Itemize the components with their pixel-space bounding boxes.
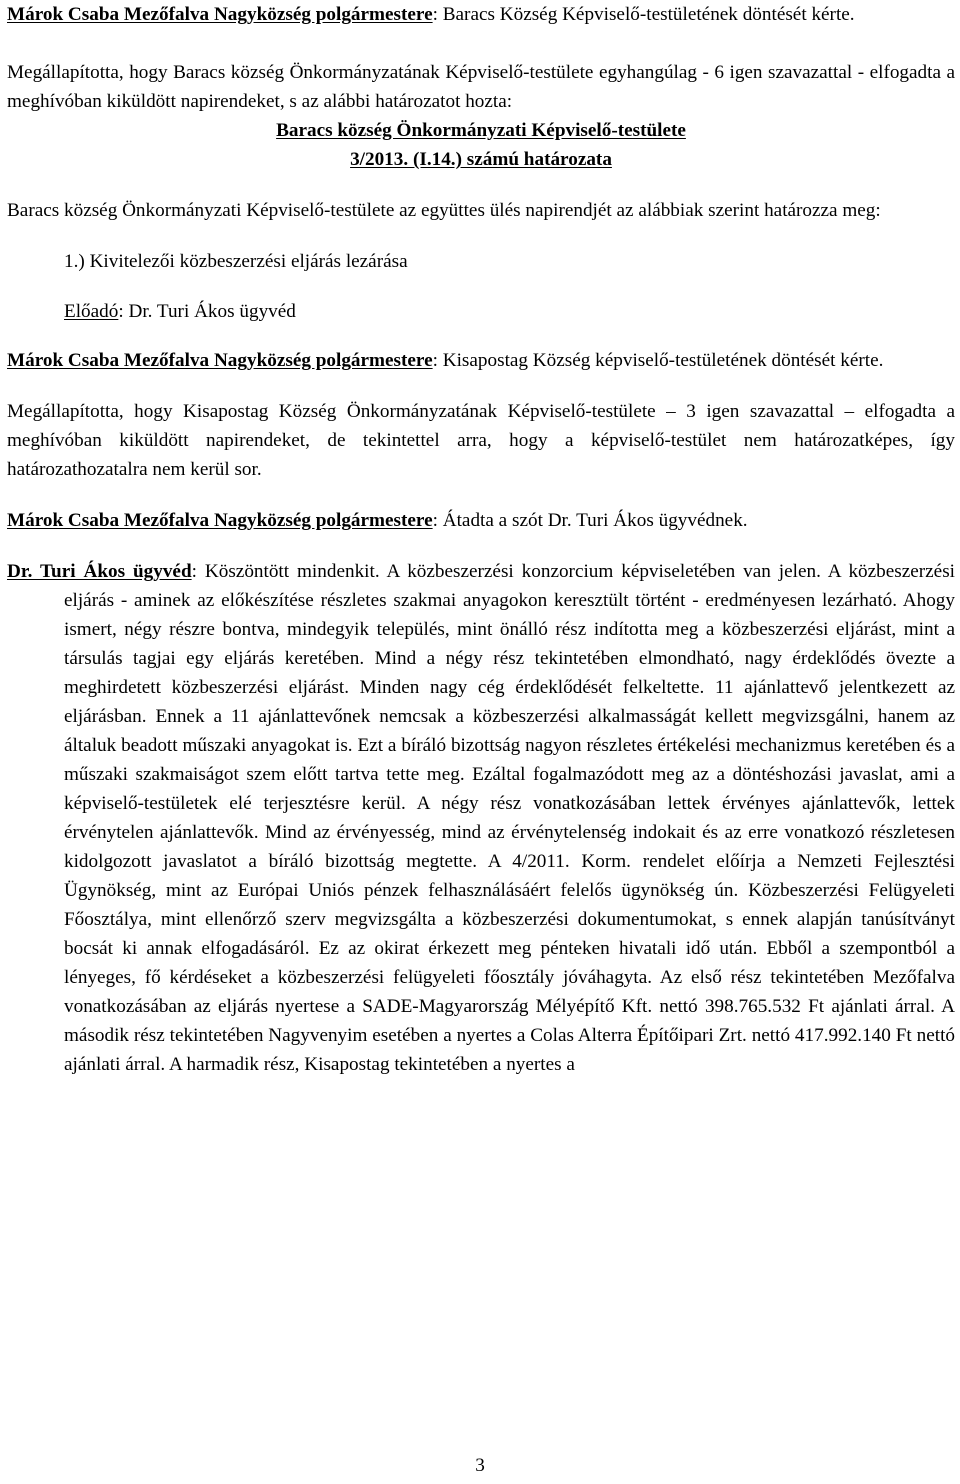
speaker-name: Márok Csaba Mezőfalva Nagyközség polgármestere [7,4,433,25]
presenter-label: Előadó [64,301,119,322]
page-number: 3 [475,1455,485,1476]
document-page [7,0,955,1079]
speaker-name: Dr. Turi Ákos ügyvéd [7,561,192,582]
paragraph-agenda-decision [7,196,955,225]
agenda-item: 1.) Kivitelezői közbeszerzési eljárás lezárása [64,251,408,272]
speaker-name: Márok Csaba Mezőfalva Nagyközség polgármestere [7,350,433,371]
presenter-name: : Dr. Turi Ákos ügyvéd [118,301,296,322]
paragraph-text: Megállapította, hogy Kisapostag Község Önkormányzatának Képviselő-testülete – 3 igen szavazattal – elfogadta a meghívóban kiküldött napirendeket, de tekintettel arra, hogy a képviselő-testület nem határozatképes, így határozathozatalra nem kerül sor. [7,401,955,480]
paragraph-text: : Kisapostag Község képviselő-testületének döntését kérte. [432,350,884,371]
paragraph-text: Megállapította, hogy Baracs község Önkormányzatának Képviselő-testülete egyhangúlag - 6 igen szavazattal - elfogadta a meghívóban kiküldött napirendeket, s az alábbi határozatot hozta: [7,62,955,112]
resolution-heading-line2: 3/2013. (I.14.) számú határozata [350,149,612,170]
paragraph-speaker-baracs [7,0,955,29]
speaker-name: Márok Csaba Mezőfalva Nagyközség polgármestere [7,510,433,531]
paragraph-lawyer-report [7,557,955,1079]
paragraph-text: : Átadta a szót Dr. Turi Ákos ügyvédnek. [432,510,748,531]
paragraph-text: : Köszöntött mindenkit. A közbeszerzési konzorcium képviseletében van jelen. A közbeszerzési eljárás - aminek az előkészítése részletes szakmai anyagokon keresztült történt - eredményesen lezárható. Ahogy ismert, négy részre bontva, mindegyik település, mint önálló rész indította meg a közbeszerzési eljárást, mint a társulás tagjai egy eljárás keretében. Mind a négy rész tekintetében elmondható, nagy érdeklődés övezte a meghirdetett közbeszerzési eljárást. Minden nagy cég érdeklődését felkeltette. 11 ajánlattevő jelentkezett az eljárásban. Ennek a 11 ajánlattevőnek nemcsak a közbeszerzési alkalmasságát kellett megvizsgálni, hanem az általuk beadott műszaki anyagokat is. Ezt a bíráló bizottság nagyon részletes értékelési mechanizmus keretében és a műszaki szakmaiságot szem előtt tartva tette meg. Ezáltal fogalmazódott meg az a döntéshozási javaslat, ami a képviselő-testületek elé terjesztésre kerül. A négy rész vonatkozásában lettek érvényes ajánlattevők, lettek érvénytelen ajánlattevők. Mind az érvényesség, mind az érvénytelenség indokait és az erre vonatkozó részletesen kidolgozott javaslatot a bíráló bizottság megtette. A 4/2011. Korm. rendelet előírja a Nemzeti Fejlesztési Ügynökség, mint az Európai Uniós pénzek felhasználásáért felelős ügynökség ún. Közbeszerzési Felügyeleti Főosztálya, mint ellenőrző szerv megvizsgálta a közbeszerzési dokumentumokat, s ennek alapján tanúsítványt bocsát ki annak elfogadásáról. Ez az okirat érkezett meg pénteken hivatali idő után. Ebből a szempontból a lényeges, fő kérdéseket a közbeszerzési felügyeleti főosztály jóváhagyta. Az első rész tekintetében Mezőfalva vonatkozásában az eljárás nyertese a SADE-Magyarország Mélyépítő Kft. nettó 398.765.532 Ft ajánlati árral. A második rész tekintetében Nagyvenyim esetében a nyertes a Colas Alterra Építőipari Zrt. nettó 417.992.140 Ft nettó ajánlati árral. A harmadik rész, Kisapostag tekintetében a nyertes a [64,561,956,1075]
paragraph-speaker-kisapostag [7,346,955,375]
paragraph-kisapostag-vote [7,397,955,484]
paragraph-speaker-handover [7,506,955,535]
presenter-line [7,297,955,326]
paragraph-text: : Baracs Község Képviselő-testületének döntését kérte. [432,4,855,25]
paragraph-text: Baracs község Önkormányzati Képviselő-testülete az együttes ülés napirendjét az alábbiak szerint határozza meg: [7,200,881,221]
paragraph-baracs-vote [7,58,955,116]
resolution-heading-line1: Baracs község Önkormányzati Képviselő-testülete [276,120,686,141]
